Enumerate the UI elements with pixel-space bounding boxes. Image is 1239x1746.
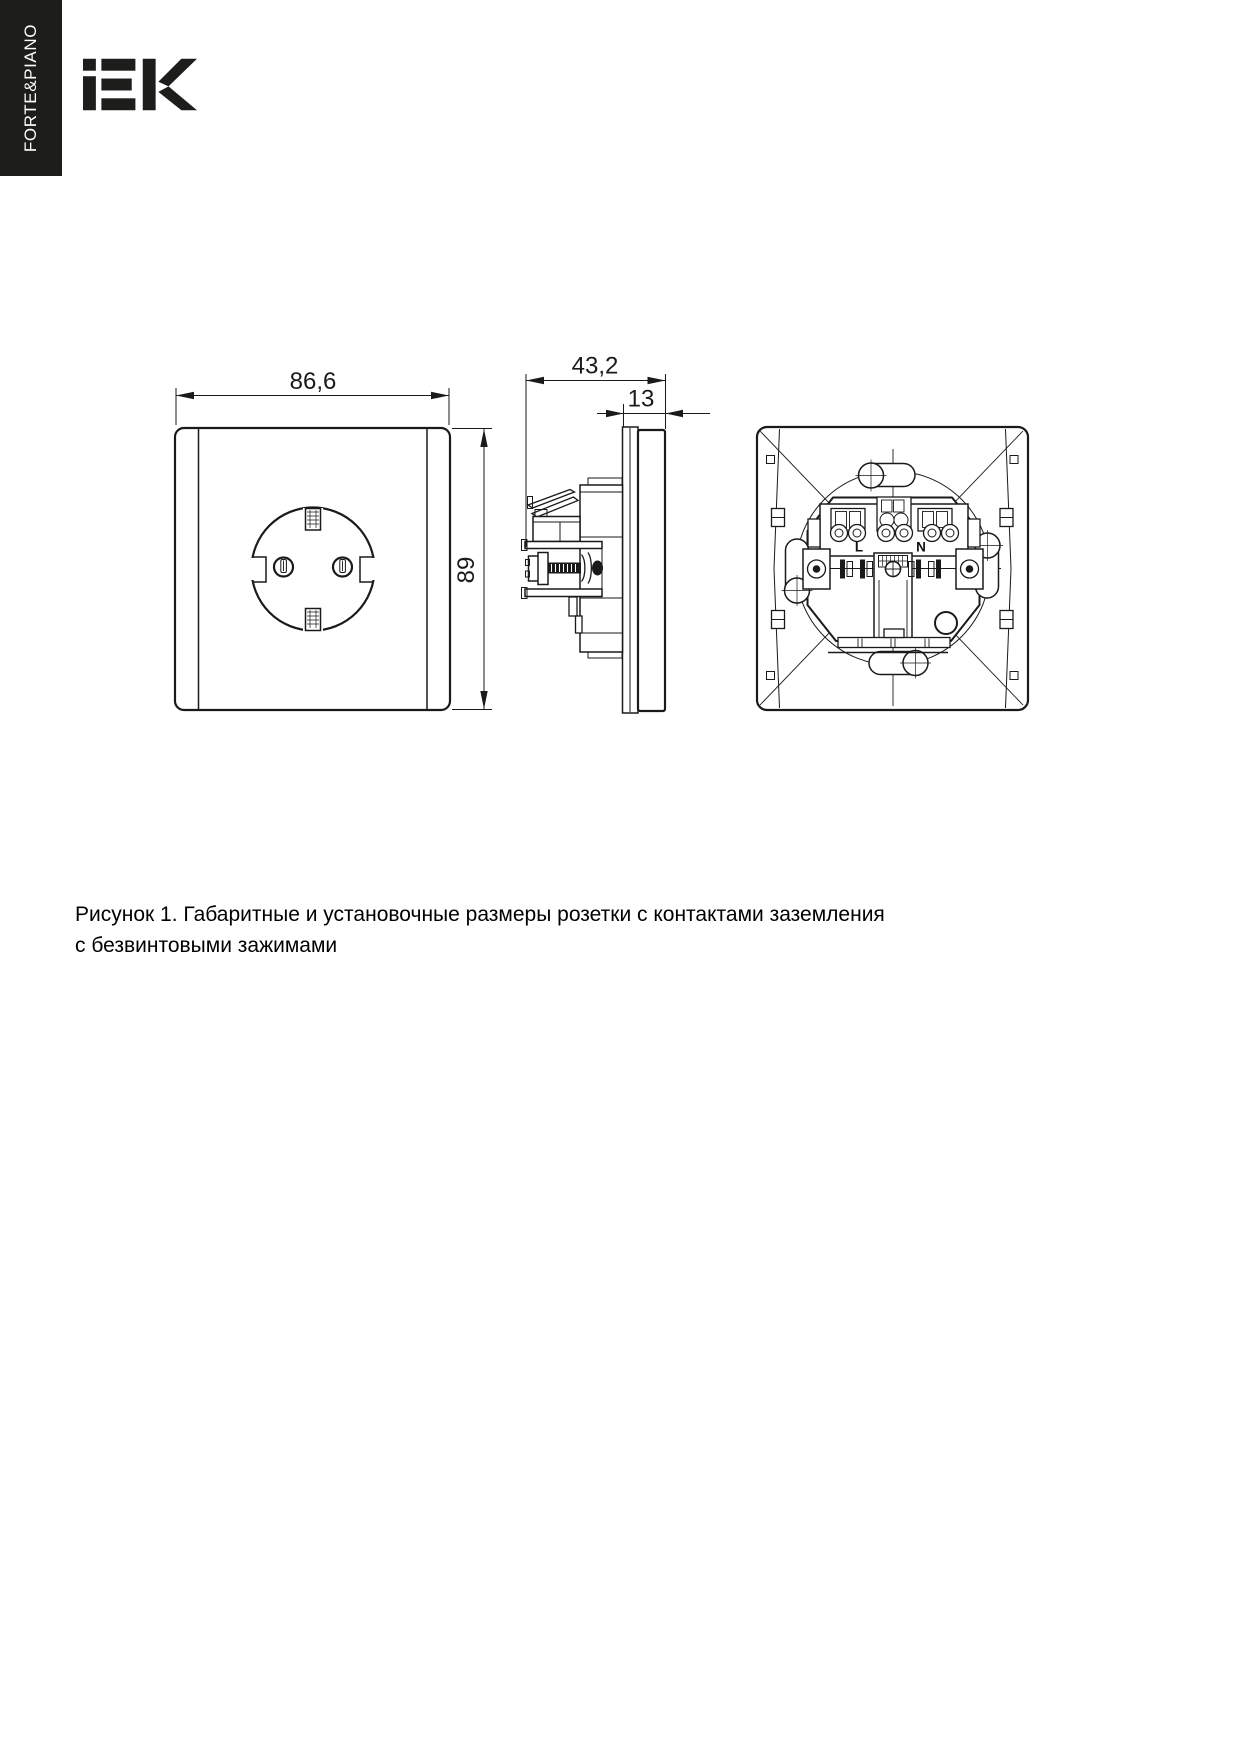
front-view [175, 368, 492, 710]
back-view [757, 427, 1028, 710]
brand-sidebar [0, 0, 62, 176]
front-width-dimension: 86,6 [289, 368, 337, 395]
terminal-label-line: L [854, 539, 864, 555]
side-view [522, 353, 711, 714]
figure-caption-line2: с безвинтовыми зажимами [75, 934, 338, 957]
terminal-label-neutral: N [916, 539, 926, 555]
figure-caption-line1: Рисунок 1. Габаритные и установочные размеры розетки с контактами заземления [75, 903, 885, 926]
side-depth-dimension: 43,2 [571, 352, 619, 380]
brand-series-label: FORTE&PIANO [21, 23, 40, 153]
front-height-dimension: 89 [453, 556, 480, 584]
iek-logo [83, 57, 197, 112]
figure-caption [75, 899, 975, 961]
side-protrusion-dimension: 13 [627, 385, 655, 413]
figure-drawings [0, 320, 1239, 760]
